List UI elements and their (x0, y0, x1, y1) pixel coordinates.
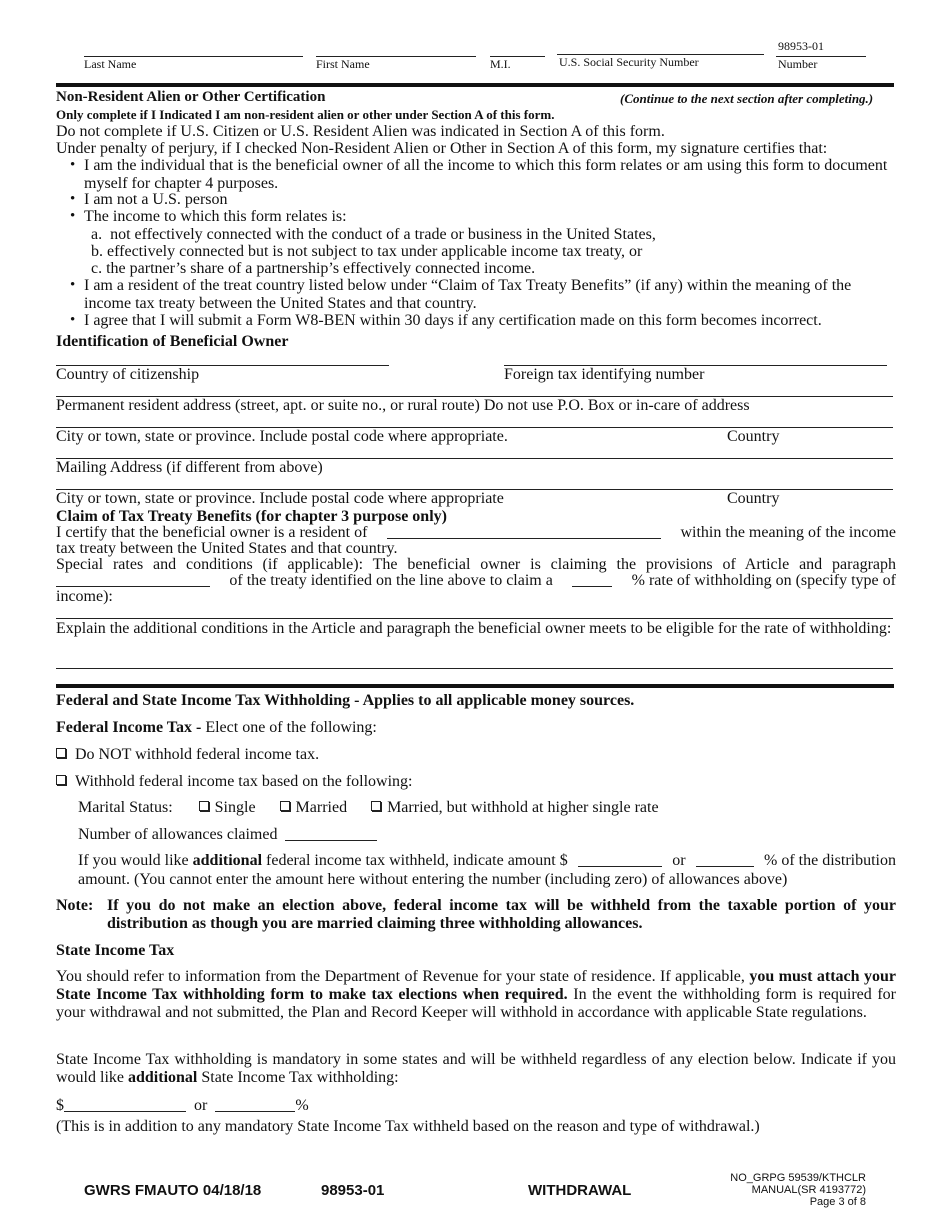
cert-bullet-1: I am the individual that is the beneficial owner of all the income to which this form relates or am using this form to document myself for chapter 4 purposes. (84, 157, 888, 192)
ident-title: Identification of Beneficial Owner (56, 333, 289, 350)
article-paragraph-field[interactable] (56, 572, 210, 587)
federal-tax-heading (56, 719, 377, 737)
state-amount-field[interactable] (64, 1097, 186, 1112)
footer-number: 98953-01 (321, 1182, 385, 1199)
footer-code-2: MANUAL(SR 4193772) (751, 1184, 866, 1196)
explain-conditions-text: Explain the additional conditions in the Article and paragraph the beneficial owner meets to be eligible for the rate of withholding: (56, 620, 892, 637)
marital-single-option[interactable] (199, 799, 256, 816)
special-text-b: % rate of withholding on (specify type of (631, 572, 896, 589)
section-divider (56, 684, 894, 688)
state-p2-bold: additional (128, 1069, 198, 1086)
foreign-tin-label: Foreign tax identifying number (504, 366, 705, 383)
income-option-c: c. the partner’s share of a partnership’s effectively connected income. (91, 260, 536, 277)
state-additional-row (56, 1097, 309, 1115)
additional-bold: additional (192, 852, 263, 869)
cert-bullet-5: I agree that I will submit a Form W8-BEN within 30 days if any certification made on this form becomes incorrect. (84, 312, 822, 329)
note-label: Note: (56, 897, 94, 914)
middle-initial-label: M.I. (490, 57, 511, 71)
do-not-complete-text: Do not complete if U.S. Citizen or U.S. Resident Alien was indicated in Section A of this form. (56, 123, 665, 140)
explain-conditions-field[interactable] (56, 668, 893, 669)
option-withhold-label: Withhold federal income tax based on the following: (75, 773, 413, 790)
last-name-label: Last Name (84, 57, 137, 71)
checkbox-icon[interactable] (280, 801, 290, 811)
certify-line-2: tax treaty between the United States and that country. (56, 540, 398, 557)
marital-status-row (78, 799, 659, 817)
income-type-field[interactable] (56, 618, 893, 619)
or-text: or (672, 852, 686, 869)
allowances-row (78, 826, 377, 844)
pct-distribution-text: % of the distribution (764, 852, 896, 869)
bullet-icon: • (70, 277, 76, 293)
additional-amount-field[interactable] (578, 852, 662, 867)
married-label: Married (295, 799, 348, 816)
option-no-label: Do NOT withhold federal income tax. (75, 746, 320, 763)
certify-pre-text: I certify that the beneficial owner is a resident of (56, 524, 368, 541)
continue-note: (Continue to the next section after completing.) (620, 91, 874, 106)
state-p1-bold: you must attach your State Income Tax withholding form to make tax elections when required. (56, 968, 896, 1003)
page-number: Page 3 of 8 (809, 1196, 866, 1208)
footer-type: WITHDRAWAL (528, 1182, 632, 1199)
special-text-a: of the treaty identified on the line above to claim a (229, 572, 553, 589)
number-label: Number (778, 57, 818, 71)
mailing-address-label: Mailing Address (if different from above) (56, 459, 323, 476)
country-label-1: Country (727, 428, 780, 445)
state-p2-b: State Income Tax withholding: (197, 1069, 399, 1086)
option-no-withholding[interactable] (56, 746, 319, 764)
marital-status-label: Marital Status: (78, 799, 173, 816)
checkbox-icon[interactable] (56, 775, 66, 785)
percent-sign: % (295, 1097, 309, 1114)
additional-post: federal income tax withheld, indicate amount $ (262, 852, 568, 869)
bullet-icon: • (70, 208, 76, 224)
bullet-icon: • (70, 157, 76, 173)
state-tax-paragraph-1 (56, 968, 896, 1022)
treaty-country-field[interactable] (387, 524, 661, 539)
bullet-icon: • (70, 191, 76, 207)
option-withhold[interactable] (56, 773, 412, 791)
allowances-field[interactable] (285, 826, 377, 841)
footer-form-id (84, 1182, 261, 1199)
ssn-label: U.S. Social Security Number (559, 55, 699, 69)
state-note: (This is in addition to any mandatory State Income Tax withheld based on the reason and type of withdrawal.) (56, 1118, 760, 1135)
perm-address-label: Permanent resident address (street, apt. or suite no., or rural route) Do not use P.O. Box or in-care of address (56, 397, 750, 414)
footer-codes (730, 1172, 866, 1208)
dollar-sign: $ (56, 1097, 64, 1114)
married-higher-label: Married, but withhold at higher single rate (387, 799, 659, 816)
footer-code-1: NO_GRPG 59539/KTHCLR (730, 1172, 866, 1184)
perjury-text: Under penalty of perjury, if I checked Non-Resident Alien or Other in Section A of this form, my signature certifies that: (56, 140, 828, 157)
cert-bullet-3: The income to which this form relates is: (84, 208, 347, 225)
income-type-label: income): (56, 588, 113, 605)
checkbox-icon[interactable] (56, 748, 66, 758)
special-rates-line-2 (56, 572, 896, 590)
marital-married-higher-option[interactable] (371, 799, 658, 816)
form-id: GWRS FMAUTO (84, 1182, 199, 1199)
checkbox-icon[interactable] (199, 801, 209, 811)
federal-tax-label: Federal Income Tax - (56, 719, 202, 736)
state-p1-a: You should refer to information from the Department of Revenue for your state of residence. If applicable, (56, 968, 750, 985)
treaty-title: Claim of Tax Treaty Benefits (for chapter 3 purpose only) (56, 508, 447, 525)
first-name-label: First Name (316, 57, 370, 71)
federal-elect-text: Elect one of the following: (201, 719, 377, 736)
bullet-icon: • (70, 312, 76, 328)
nra-title: Non-Resident Alien or Other Certification (56, 89, 326, 105)
additional-pre: If you would like (78, 852, 193, 869)
note-text: If you do not make an election above, federal income tax will be withheld from the taxable portion of your distribution as though you are married claiming three withholding allowances. (107, 897, 896, 932)
cert-bullet-4: I am a resident of the treat country listed below under “Claim of Tax Treaty Benefits” (if any) within the meaning of the income tax treaty between the United States and that country. (84, 277, 852, 312)
cert-bullet-2: I am not a U.S. person (84, 191, 228, 208)
state-tax-title: State Income Tax (56, 942, 175, 959)
city-label-1: City or town, state or province. Include postal code where appropriate. (56, 428, 508, 445)
income-option-b: b. effectively connected but is not subject to tax under applicable income tax treaty, or (91, 243, 643, 260)
additional-line-2: amount. (You cannot enter the amount here without entering the number (including zero) of allowances above) (78, 871, 788, 888)
state-percent-field[interactable] (215, 1097, 295, 1112)
additional-text (78, 852, 568, 870)
additional-percent-field[interactable] (696, 852, 754, 867)
treaty-rate-field[interactable] (572, 572, 612, 587)
allowances-label: Number of allowances claimed (78, 826, 278, 843)
certify-post-text: within the meaning of the income (680, 524, 896, 541)
state-tax-paragraph-2 (56, 1051, 896, 1087)
only-complete-note: Only complete if I Indicated I am non-resident alien or other under Section A of this form. (56, 107, 555, 122)
city-label-2: City or town, state or province. Include postal code where appropriate (56, 490, 504, 507)
or-text-2: or (194, 1097, 208, 1114)
single-label: Single (214, 799, 256, 816)
section-divider (56, 83, 894, 87)
income-option-a: a. not effectively connected with the conduct of a trade or business in the United States, (91, 226, 656, 243)
marital-married-option[interactable] (280, 799, 348, 816)
country-label-2: Country (727, 490, 780, 507)
state-p1-b: In the event the withholding form is required for your withdrawal and not submitted, the Plan and Record Keeper will withhold in accordance with applicable State regulations. (56, 986, 897, 1021)
special-rates-line: Special rates and conditions (if applicable): The beneficial owner is claiming the provisions of Article and paragraph (56, 556, 896, 573)
number-value: 98953-01 (778, 39, 824, 53)
withholding-title: Federal and State Income Tax Withholding - Applies to all applicable money sources. (56, 692, 635, 709)
state-p2-a: State Income Tax withholding is mandatory in some states and will be withheld regardless of any election below. Indicate if you would like (56, 1051, 896, 1086)
additional-withholding-row (78, 852, 896, 870)
checkbox-icon[interactable] (371, 801, 381, 811)
country-citizenship-label: Country of citizenship (56, 366, 200, 383)
form-date: 04/18/18 (202, 1182, 262, 1199)
